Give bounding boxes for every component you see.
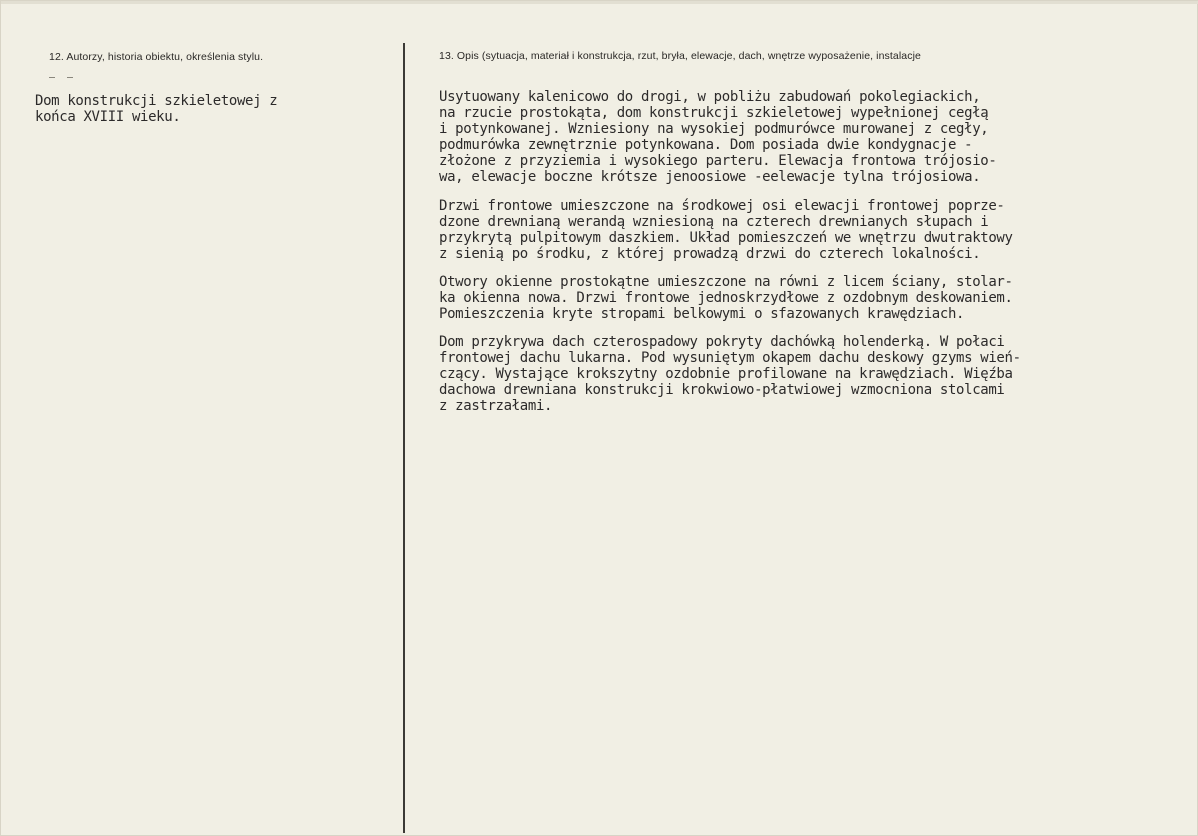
description-paragraph-1: Usytuowany kalenicowo do drogi, w pobliżu zabudowań pokolegiackich, na rzucie prostokąta, dom konstrukcji szkieletowej wypełnionej cegłą i potynkowanej. Wzniesiony na wysokiej podmurówce murowanej z cegły, podmurówka zewnętrznie potynkowana. Dom posiada dwie kondygnacje - złożone z przyziemia i wysokiego parteru. Elewacja frontowa trójosio- wa, elewacje boczne krótsze jenoosiowe -eelewacje tylna trójosiowa. bbox=[439, 89, 997, 185]
paper-speck bbox=[49, 77, 55, 78]
description-paragraph-2: Drzwi frontowe umieszczone na środkowej osi elewacji frontowej poprze- dzone drewnianą werandą wzniesioną na czterech drewnianych słupach i przykrytą pulpitowym daszkiem. Układ pomieszczeń we wnętrzu dwutraktowy z sienią po środku, z której prowadzą drzwi do czterech lokalności. bbox=[439, 198, 1013, 262]
field-12-text: Dom konstrukcji szkieletowej z końca XVIII wieku. bbox=[35, 93, 278, 125]
field-13-label: 13. Opis (sytuacja, materiał i konstrukcja, rzut, bryła, elewacje, dach, wnętrze wyposażenie, instalacje bbox=[439, 50, 921, 62]
description-paragraph-4: Dom przykrywa dach czterospadowy pokryty dachówką holenderką. W połaci frontowej dachu lukarna. Pod wysuniętym okapem dachu deskowy gzyms wień- czący. Wystające krokszytny ozdobnie profilowane na krawędziach. Więźba dachowa drewniana konstrukcji krokwiowo-płatwiowej wzmocniona stolcami z zastrzałami. bbox=[439, 334, 1021, 414]
card-top-edge bbox=[1, 1, 1198, 4]
paper-speck bbox=[67, 77, 73, 78]
column-divider bbox=[403, 43, 405, 833]
field-12-label: 12. Autorzy, historia obiektu, określenia stylu. bbox=[49, 51, 264, 63]
description-paragraph-3: Otwory okienne prostokątne umieszczone na równi z licem ściany, stolar- ka okienna nowa. Drzwi frontowe jednoskrzydłowe z ozdobnym deskowaniem. Pomieszczenia kryte stropami belkowymi o sfazowanych krawędziach. bbox=[439, 274, 1013, 322]
